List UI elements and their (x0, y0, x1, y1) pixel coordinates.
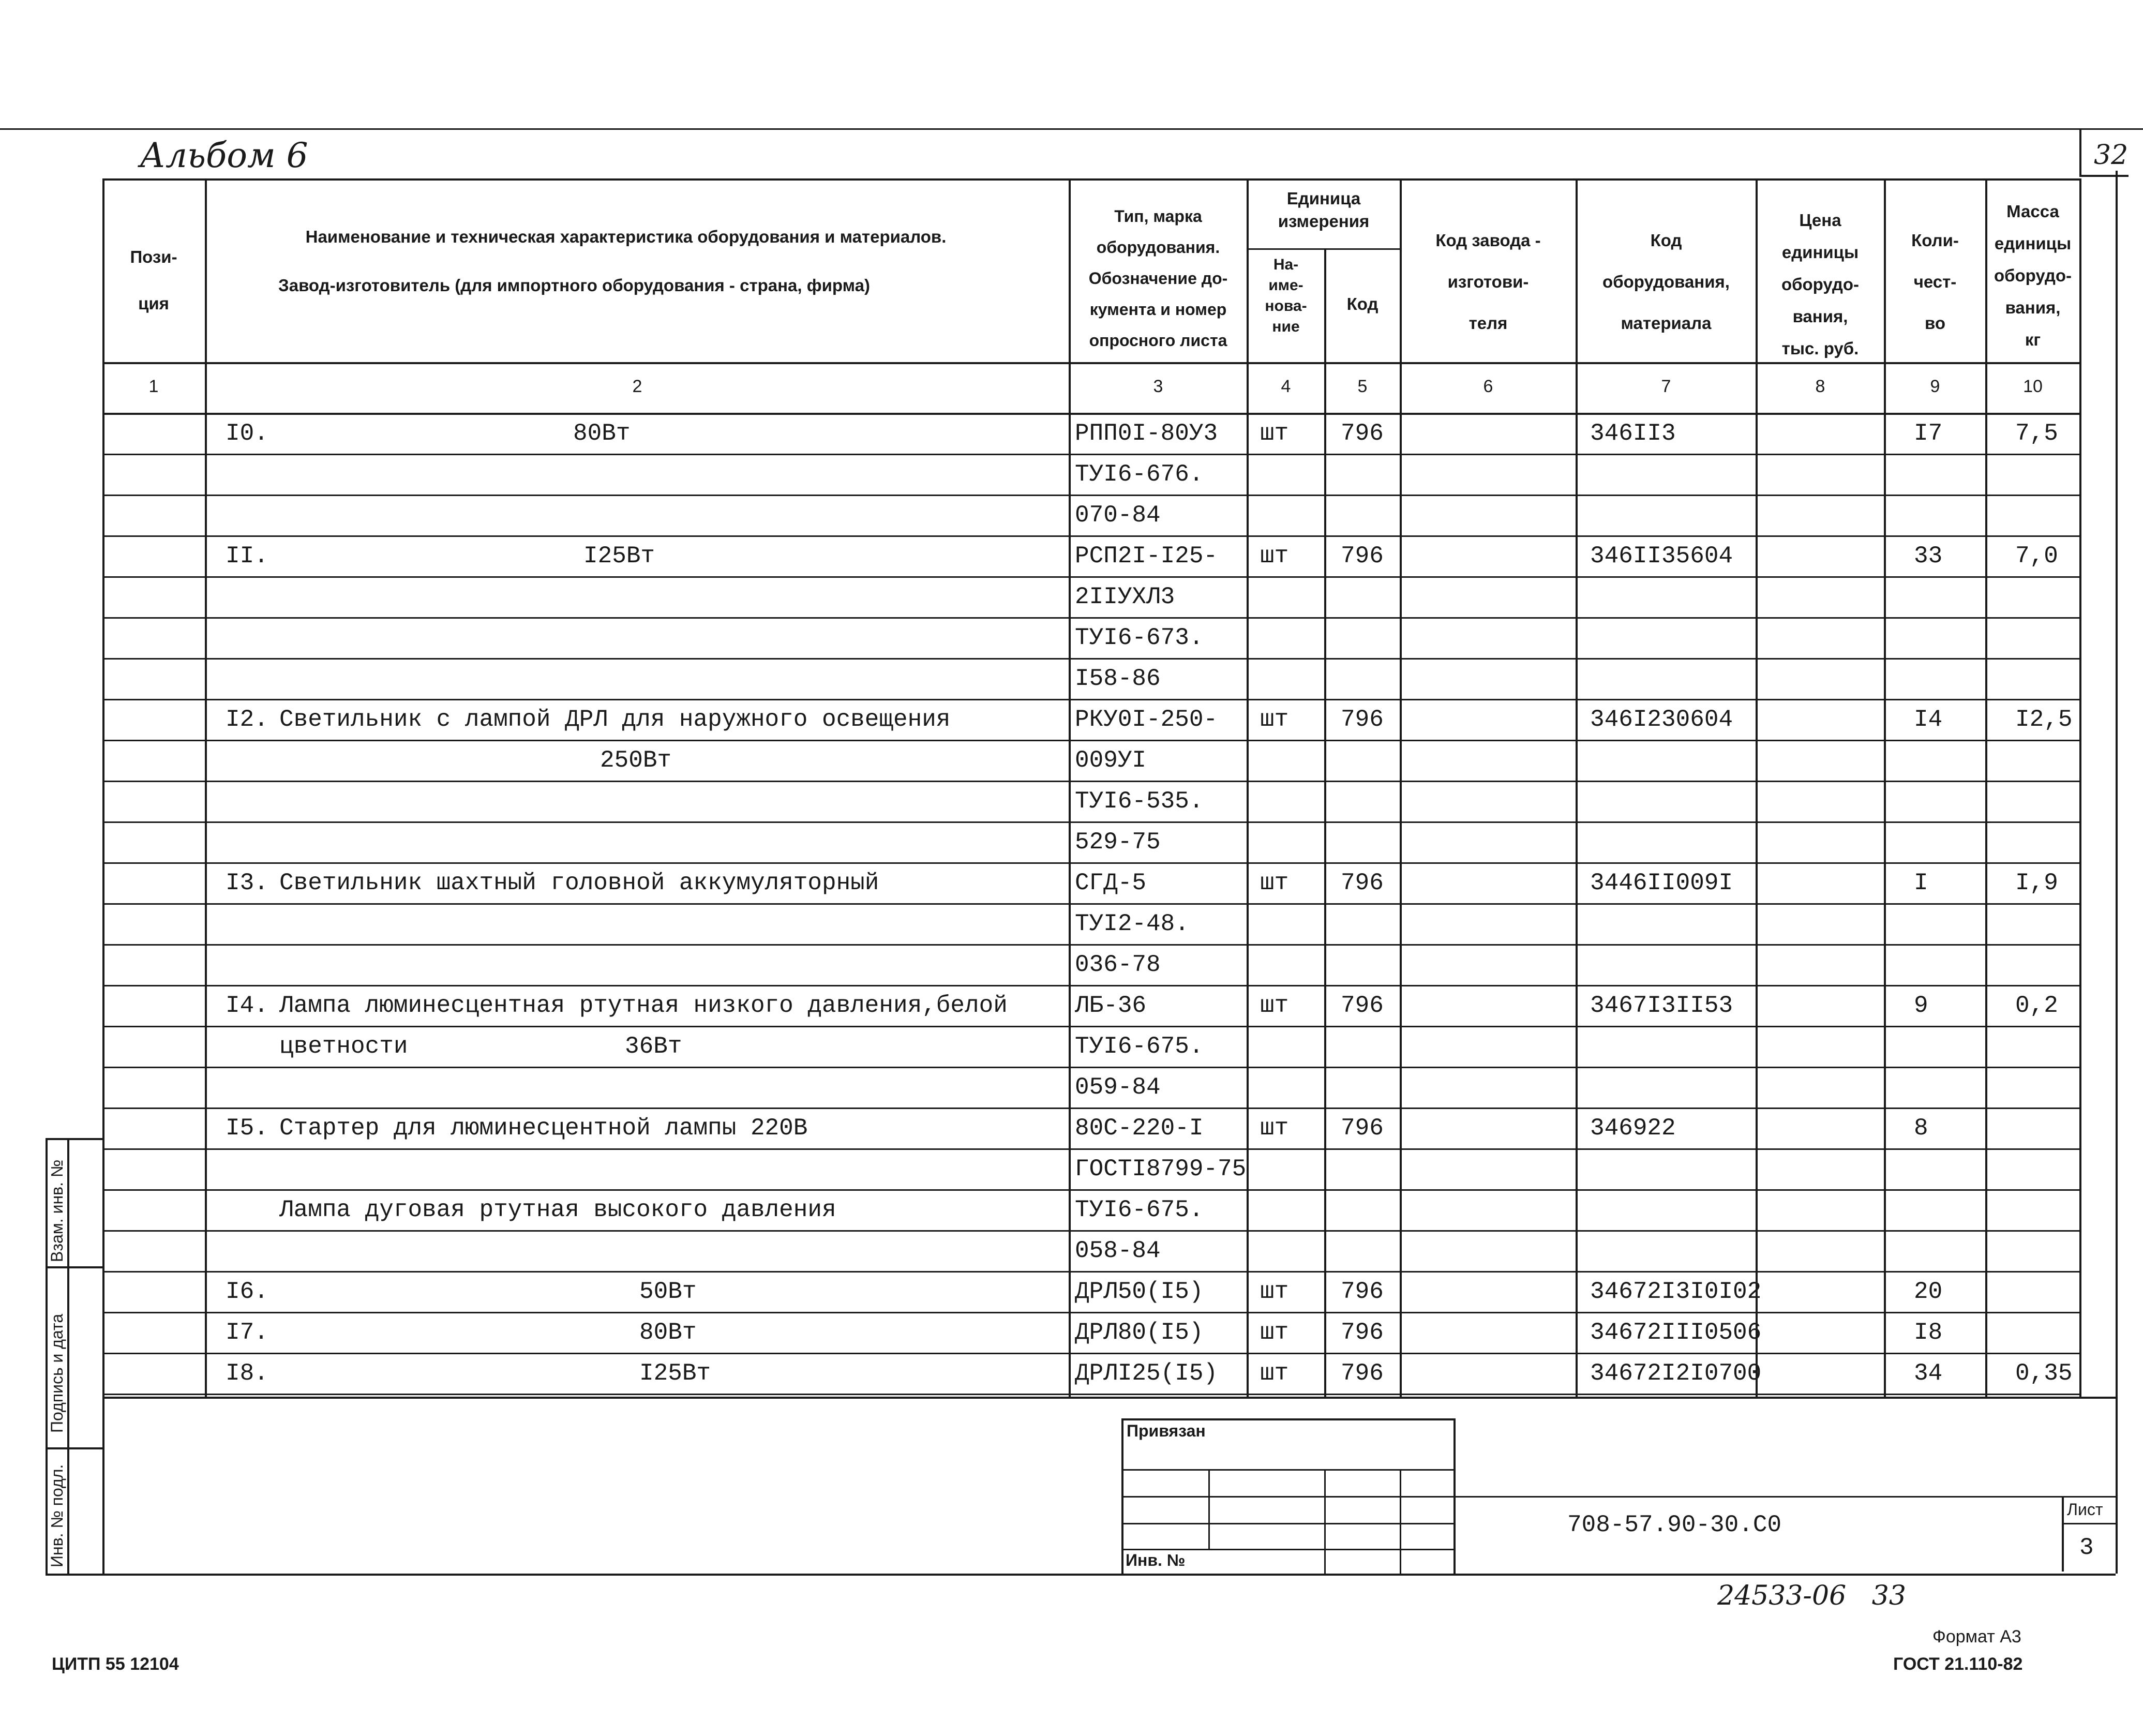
type-cell: ТУI2-48. (1075, 910, 1189, 937)
name-cell: 80Вт (573, 420, 631, 447)
type-cell: 2IIУХЛ3 (1075, 583, 1175, 610)
type-cell: ТУI6-535. (1075, 788, 1204, 815)
equipment-code-cell: 346I230604 (1590, 706, 1733, 733)
stamp-row-4 (1121, 1549, 1453, 1550)
row-line (102, 658, 2079, 660)
position-cell: I7. (226, 1319, 268, 1346)
position-cell: I5. (226, 1115, 268, 1142)
unit-name-cell: шт (1260, 870, 1289, 896)
quantity-cell: I8 (1914, 1319, 1943, 1346)
header-quantity: Коли- чест- во (1911, 231, 1959, 333)
quantity-cell: 9 (1914, 992, 1928, 1019)
name-detail-cell: I25Вт (639, 1360, 711, 1387)
side-label-inv-podl: Инв. № подл. (48, 1464, 66, 1567)
quantity-cell: 20 (1914, 1278, 1943, 1305)
colnum-5: 5 (1357, 377, 1368, 396)
top-frame-line (0, 128, 2143, 130)
row-line (102, 944, 2079, 946)
row-line (102, 1312, 2079, 1313)
type-cell: РСП2I-I25- (1075, 543, 1218, 570)
footer-gost: ГОСТ 21.110-82 (1893, 1654, 2023, 1674)
table-top-line (102, 178, 2079, 181)
colnum-3: 3 (1153, 377, 1163, 396)
type-cell: I58-86 (1075, 665, 1161, 692)
type-cell: ГОСТI8799-75 (1075, 1156, 1247, 1183)
side-strip-div1 (46, 1266, 102, 1268)
right-frame-line (2116, 171, 2118, 1574)
header-name-line1: Наименование и техническая характеристика оборудования и материалов. (305, 227, 947, 246)
type-cell: 059-84 (1075, 1074, 1161, 1101)
mass-cell: 0,35 (2015, 1360, 2073, 1387)
equipment-code-cell: 3446II009I (1590, 870, 1733, 896)
row-line (102, 617, 2079, 619)
col-line-8 (1884, 178, 1886, 1397)
type-cell: ЛБ-36 (1075, 992, 1147, 1019)
equipment-code-cell: 34672III0506 (1590, 1319, 1762, 1346)
type-cell: 058-84 (1075, 1237, 1161, 1264)
quantity-cell: 34 (1914, 1360, 1943, 1387)
position-cell: I3. (226, 870, 268, 896)
row-line (102, 781, 2079, 782)
name-detail-cell: 80Вт (639, 1319, 697, 1346)
unit-name-cell: шт (1260, 1319, 1289, 1346)
type-cell: РКУ0I-250- (1075, 706, 1218, 733)
type-cell: ТУI6-675. (1075, 1033, 1204, 1060)
mass-cell: I2,5 (2015, 706, 2073, 733)
row-line (102, 1353, 2079, 1354)
equipment-code-cell: 34672I3I0I02 (1590, 1278, 1762, 1305)
unit-code-cell: 796 (1341, 706, 1384, 733)
col-line-3 (1247, 178, 1249, 1397)
unit-name-cell: шт (1260, 992, 1289, 1019)
col-line-10 (2079, 178, 2081, 1397)
colnum-8: 8 (1815, 377, 1825, 396)
row-line (102, 1108, 2079, 1109)
type-cell: ДРЛ50(I5) (1075, 1278, 1204, 1305)
col-line-6 (1576, 178, 1578, 1397)
type-cell: ТУI6-676. (1075, 461, 1204, 488)
name-cell: Лампа люминесцентная ртутная низкого давления,белой (279, 992, 1008, 1019)
unit-name-cell: шт (1260, 1360, 1289, 1387)
header-price: Цена единицы оборудо- вания, тыс. руб. (1781, 211, 1860, 358)
type-cell: 529-75 (1075, 829, 1161, 856)
equipment-code-cell: 346II3 (1590, 420, 1676, 447)
equipment-code-cell: 3467I3II53 (1590, 992, 1733, 1019)
header-mass: Масса единицы оборудо- вания, кг (1994, 202, 2072, 349)
sheet-number: 3 (2079, 1534, 2094, 1561)
equipment-code-cell: 346922 (1590, 1115, 1676, 1142)
header-plant-code: Код завода - изготови- теля (1435, 231, 1541, 333)
header-name-line2: Завод-изготовитель (для импортного оборудования - страна, фирма) (278, 276, 870, 295)
page-number: 32 (2094, 140, 2129, 171)
unit-name-cell: шт (1260, 1278, 1289, 1305)
name-detail-cell: 50Вт (639, 1278, 697, 1305)
row-line (102, 576, 2079, 578)
stamp-row-1 (1121, 1469, 1453, 1471)
row-line (102, 1394, 2079, 1395)
type-cell: ТУI6-673. (1075, 624, 1204, 651)
unit-split-line (1247, 248, 1400, 250)
type-cell: ТУI6-675. (1075, 1196, 1204, 1223)
side-label-vzam: Взам. инв. № (48, 1159, 66, 1262)
stamp-privyazan: Привязан (1127, 1421, 1206, 1440)
table-bottom-line (102, 1397, 2116, 1399)
quantity-cell: I4 (1914, 706, 1943, 733)
name-cell: Лампа дуговая ртутная высокого давления (279, 1196, 836, 1223)
position-cell: I8. (226, 1360, 268, 1387)
colnum-4: 4 (1281, 377, 1291, 396)
album-title: Альбом 6 (140, 136, 308, 175)
type-cell: СГД-5 (1075, 870, 1147, 896)
header-equipment-code: Код оборудования, материала (1602, 231, 1730, 333)
name-cell: Стартер для люминесцентной лампы 220В (279, 1115, 808, 1142)
quantity-cell: I (1914, 870, 1928, 896)
unit-code-cell: 796 (1341, 420, 1384, 447)
stamp-col-1 (1208, 1469, 1210, 1549)
side-strip-div2 (46, 1447, 102, 1449)
numbers-bottom-line (102, 413, 2079, 415)
title-block-top (1451, 1496, 2116, 1498)
col-line-9 (1985, 178, 1987, 1397)
row-line (102, 699, 2079, 700)
colnum-7: 7 (1661, 377, 1671, 396)
name-cell: Светильник шахтный головной аккумуляторный (279, 870, 879, 896)
mass-cell: 7,5 (2015, 420, 2058, 447)
unit-code-cell: 796 (1341, 1115, 1384, 1142)
type-cell: 036-78 (1075, 951, 1161, 978)
unit-code-cell: 796 (1341, 1319, 1384, 1346)
equipment-code-cell: 34672I2I0700 (1590, 1360, 1762, 1387)
type-cell: 80С-220-I (1075, 1115, 1204, 1142)
equipment-code-cell: 346II35604 (1590, 543, 1733, 570)
stamp-row-3 (1121, 1523, 1453, 1524)
colnum-6: 6 (1483, 377, 1493, 396)
page-number-box-left (2079, 128, 2081, 175)
header-position: Пози- ция (130, 247, 177, 313)
col-line-5 (1400, 178, 1402, 1397)
row-line (102, 862, 2079, 864)
unit-name-cell: шт (1260, 706, 1289, 733)
side-strip-top (46, 1138, 102, 1140)
type-cell: ДРЛ80(I5) (1075, 1319, 1204, 1346)
position-cell: I2. (226, 706, 268, 733)
type-cell: РПП0I-80У3 (1075, 420, 1218, 447)
header-unit-code: Код (1346, 294, 1378, 313)
type-cell: 009УI (1075, 747, 1147, 774)
quantity-cell: I7 (1914, 420, 1943, 447)
unit-name-cell: шт (1260, 543, 1289, 570)
colnum-2: 2 (632, 377, 642, 396)
quantity-cell: 33 (1914, 543, 1943, 570)
name-cell: I25Вт (583, 543, 655, 570)
type-cell: 070-84 (1075, 502, 1161, 529)
unit-name-cell: шт (1260, 1115, 1289, 1142)
quantity-cell: 8 (1914, 1115, 1928, 1142)
page-number-box-bottom (2079, 175, 2129, 177)
header-type: Тип, марка оборудования. Обозначение до- кумента и номер опросного листа (1088, 207, 1228, 350)
sheet-box-split (2062, 1523, 2116, 1524)
col-line-1 (205, 178, 207, 1397)
unit-code-cell: 796 (1341, 543, 1384, 570)
mass-cell: 7,0 (2015, 543, 2058, 570)
position-cell: I0. (226, 420, 268, 447)
row-line (102, 1189, 2079, 1191)
col-line-2 (1069, 178, 1071, 1397)
mass-cell: I,9 (2015, 870, 2058, 896)
name-detail-cell: 36Вт (625, 1033, 682, 1060)
colnum-9: 9 (1930, 377, 1940, 396)
type-cell: ДРЛI25(I5) (1075, 1360, 1218, 1387)
unit-code-cell: 796 (1341, 1278, 1384, 1305)
unit-code-cell: 796 (1341, 992, 1384, 1019)
handwritten-number: 24533-06 33 (1717, 1580, 1906, 1611)
row-line (102, 1026, 2079, 1027)
unit-code-cell: 796 (1341, 1360, 1384, 1387)
header-unit-name: На- име- нова- ние (1265, 256, 1307, 335)
footer-format: Формат А3 (1932, 1627, 2021, 1647)
name-detail-cell: 250Вт (600, 747, 672, 774)
position-cell: I4. (226, 992, 268, 1019)
row-line (102, 821, 2079, 823)
colnum-10: 10 (2023, 377, 2043, 396)
stamp-col-2 (1324, 1469, 1326, 1574)
row-line (102, 454, 2079, 455)
sheet-label: Лист (2067, 1500, 2103, 1519)
name-cell: Светильник с лампой ДРЛ для наружного освещения (279, 706, 951, 733)
stamp-row-2 (1121, 1496, 1453, 1498)
colnum-1: 1 (148, 377, 159, 396)
mass-cell: 0,2 (2015, 992, 2058, 1019)
footer-left: ЦИТП 55 12104 (52, 1654, 179, 1674)
side-label-podpis: Подпись и дата (48, 1313, 66, 1433)
row-line (102, 985, 2079, 986)
position-cell: I6. (226, 1278, 268, 1305)
row-line (102, 1271, 2079, 1273)
row-line (102, 1148, 2079, 1150)
side-strip-bottom (46, 1574, 2116, 1576)
row-line (102, 535, 2079, 537)
unit-code-cell: 796 (1341, 870, 1384, 896)
unit-name-cell: шт (1260, 420, 1289, 447)
name-cell: цветности (279, 1033, 408, 1060)
position-cell: II. (226, 543, 268, 570)
row-line (102, 495, 2079, 496)
row-line (102, 1230, 2079, 1232)
row-line (102, 1067, 2079, 1068)
stamp-inv-no: Инв. № (1126, 1551, 1186, 1569)
document-code: 708-57.90-30.С0 (1567, 1511, 1782, 1538)
stamp-col-3 (1400, 1469, 1401, 1574)
row-line (102, 903, 2079, 905)
side-strip-mid (67, 1138, 69, 1574)
header-unit: Единица измерения (1278, 189, 1370, 231)
row-line (102, 740, 2079, 741)
